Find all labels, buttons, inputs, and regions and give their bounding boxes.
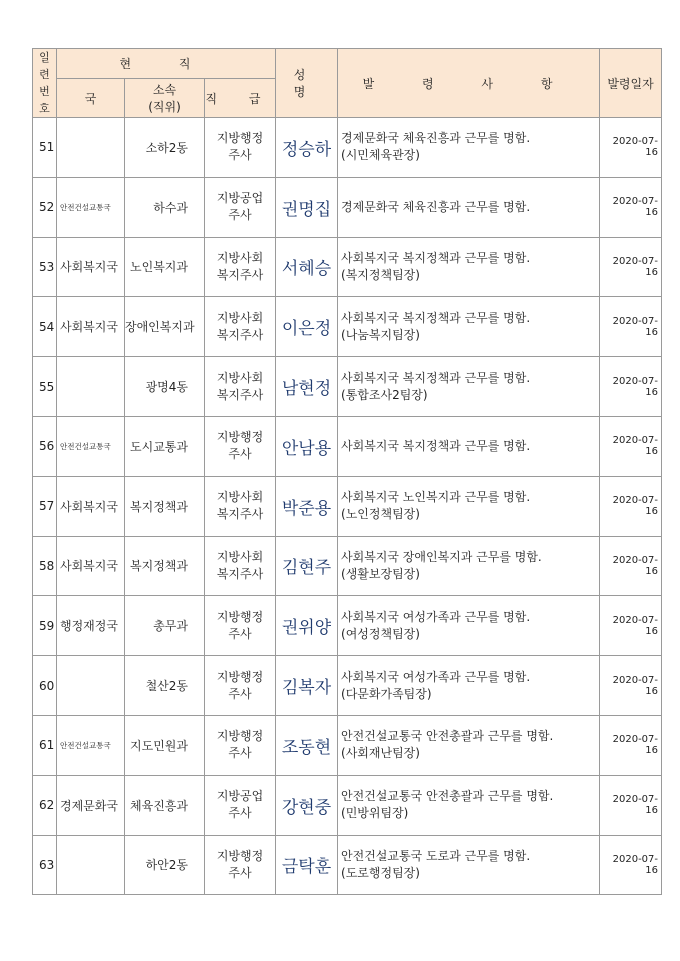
table-row (33, 476, 662, 536)
date-cell: 2020-07-16 (600, 416, 662, 476)
order-cell: 안전건설교통국 안전총괄과 근무를 명함. (민방위팀장) (338, 775, 600, 835)
header-current-position: 현 직 (57, 49, 276, 79)
date-cell: 2020-07-16 (600, 835, 662, 895)
bureau-cell: 안전건설교통국 (57, 715, 125, 775)
department-cell: 체육진흥과 (125, 775, 205, 835)
table-row (33, 715, 662, 775)
grade-cell: 지방사회 복지주사 (205, 536, 276, 596)
grade-cell: 지방행정 주사 (205, 656, 276, 716)
date-cell: 2020-07-16 (600, 476, 662, 536)
bureau-cell: 사회복지국 (57, 297, 125, 357)
serial-number-cell: 59 (33, 596, 57, 656)
order-cell: 사회복지국 복지정책과 근무를 명함. (통합조사2팀장) (338, 357, 600, 417)
header-grade: 직 급 (205, 79, 276, 118)
grade-cell: 지방사회 복지주사 (205, 237, 276, 297)
grade-cell: 지방사회 복지주사 (205, 476, 276, 536)
bureau-cell: 행정재정국 (57, 596, 125, 656)
bureau-cell: 사회복지국 (57, 237, 125, 297)
table-row (33, 835, 662, 895)
date-cell: 2020-07-16 (600, 775, 662, 835)
grade-cell: 지방행정 주사 (205, 118, 276, 178)
department-cell: 복지정책과 (125, 476, 205, 536)
name-cell: 박준용 (276, 476, 338, 536)
date-cell: 2020-07-16 (600, 118, 662, 178)
name-cell: 남현정 (276, 357, 338, 417)
serial-number-cell: 51 (33, 118, 57, 178)
name-cell: 김복자 (276, 656, 338, 716)
department-cell: 하안2동 (125, 835, 205, 895)
name-cell: 권위양 (276, 596, 338, 656)
serial-number-cell: 58 (33, 536, 57, 596)
date-cell: 2020-07-16 (600, 177, 662, 237)
order-cell: 사회복지국 노인복지과 근무를 명함. (노인정책팀장) (338, 476, 600, 536)
bureau-cell: 안전건설교통국 (57, 177, 125, 237)
department-cell: 지도민원과 (125, 715, 205, 775)
date-cell: 2020-07-16 (600, 715, 662, 775)
bureau-cell: 사회복지국 (57, 536, 125, 596)
order-cell: 경제문화국 체육진흥과 근무를 명함. (338, 177, 600, 237)
table-row (33, 118, 662, 178)
serial-number-cell: 57 (33, 476, 57, 536)
serial-number-cell: 60 (33, 656, 57, 716)
date-cell: 2020-07-16 (600, 357, 662, 417)
grade-cell: 지방사회 복지주사 (205, 297, 276, 357)
department-cell: 소하2동 (125, 118, 205, 178)
order-cell: 사회복지국 복지정책과 근무를 명함. (338, 416, 600, 476)
header-bureau: 국 (57, 79, 125, 118)
name-cell: 안남용 (276, 416, 338, 476)
order-cell: 안전건설교통국 안전총괄과 근무를 명함. (사회재난팀장) (338, 715, 600, 775)
serial-number-cell: 62 (33, 775, 57, 835)
grade-cell: 지방공업 주사 (205, 177, 276, 237)
table-row (33, 596, 662, 656)
grade-cell: 지방행정 주사 (205, 416, 276, 476)
table-row (33, 775, 662, 835)
name-cell: 서혜승 (276, 237, 338, 297)
table-row (33, 297, 662, 357)
serial-number-cell: 56 (33, 416, 57, 476)
bureau-cell: 안전건설교통국 (57, 416, 125, 476)
name-cell: 조동현 (276, 715, 338, 775)
header-date: 발령일자 (600, 49, 662, 118)
table-row (33, 237, 662, 297)
date-cell: 2020-07-16 (600, 237, 662, 297)
department-cell: 복지정책과 (125, 536, 205, 596)
serial-number-cell: 52 (33, 177, 57, 237)
serial-number-cell: 55 (33, 357, 57, 417)
personnel-order-table (32, 48, 662, 895)
serial-number-cell: 53 (33, 237, 57, 297)
table-row (33, 536, 662, 596)
grade-cell: 지방공업 주사 (205, 775, 276, 835)
department-cell: 총무과 (125, 596, 205, 656)
name-cell: 김현주 (276, 536, 338, 596)
name-cell: 이은정 (276, 297, 338, 357)
header-department: 소속 (직위) (125, 79, 205, 118)
department-cell: 노인복지과 (125, 237, 205, 297)
department-cell: 광명4동 (125, 357, 205, 417)
header-order: 발 령 사 항 (338, 49, 600, 118)
date-cell: 2020-07-16 (600, 536, 662, 596)
name-cell: 권명집 (276, 177, 338, 237)
bureau-cell (57, 357, 125, 417)
name-cell: 강현중 (276, 775, 338, 835)
table-row (33, 416, 662, 476)
order-cell: 사회복지국 여성가족과 근무를 명함. (다문화가족팀장) (338, 656, 600, 716)
grade-cell: 지방행정 주사 (205, 715, 276, 775)
grade-cell: 지방행정 주사 (205, 835, 276, 895)
date-cell: 2020-07-16 (600, 656, 662, 716)
department-cell: 철산2동 (125, 656, 205, 716)
table-row (33, 357, 662, 417)
date-cell: 2020-07-16 (600, 596, 662, 656)
bureau-cell: 경제문화국 (57, 775, 125, 835)
grade-cell: 지방행정 주사 (205, 596, 276, 656)
department-cell: 하수과 (125, 177, 205, 237)
department-cell: 도시교통과 (125, 416, 205, 476)
bureau-cell (57, 835, 125, 895)
serial-number-cell: 63 (33, 835, 57, 895)
date-cell: 2020-07-16 (600, 297, 662, 357)
serial-number-cell: 61 (33, 715, 57, 775)
header-serial-number: 일 련 번 호 (33, 49, 57, 118)
order-cell: 사회복지국 복지정책과 근무를 명함. (복지정책팀장) (338, 237, 600, 297)
name-cell: 정승하 (276, 118, 338, 178)
table-row (33, 656, 662, 716)
header-name: 성 명 (276, 49, 338, 118)
order-cell: 사회복지국 여성가족과 근무를 명함. (여성정책팀장) (338, 596, 600, 656)
department-cell: 장애인복지과 (125, 297, 205, 357)
bureau-cell (57, 118, 125, 178)
order-cell: 사회복지국 장애인복지과 근무를 명함. (생활보장팀장) (338, 536, 600, 596)
order-cell: 경제문화국 체육진흥과 근무를 명함. (시민체육관장) (338, 118, 600, 178)
order-cell: 안전건설교통국 도로과 근무를 명함. (도로행정팀장) (338, 835, 600, 895)
grade-cell: 지방사회 복지주사 (205, 357, 276, 417)
order-cell: 사회복지국 복지정책과 근무를 명함. (나눔복지팀장) (338, 297, 600, 357)
table-row (33, 177, 662, 237)
serial-number-cell: 54 (33, 297, 57, 357)
name-cell: 금탁훈 (276, 835, 338, 895)
bureau-cell: 사회복지국 (57, 476, 125, 536)
bureau-cell (57, 656, 125, 716)
